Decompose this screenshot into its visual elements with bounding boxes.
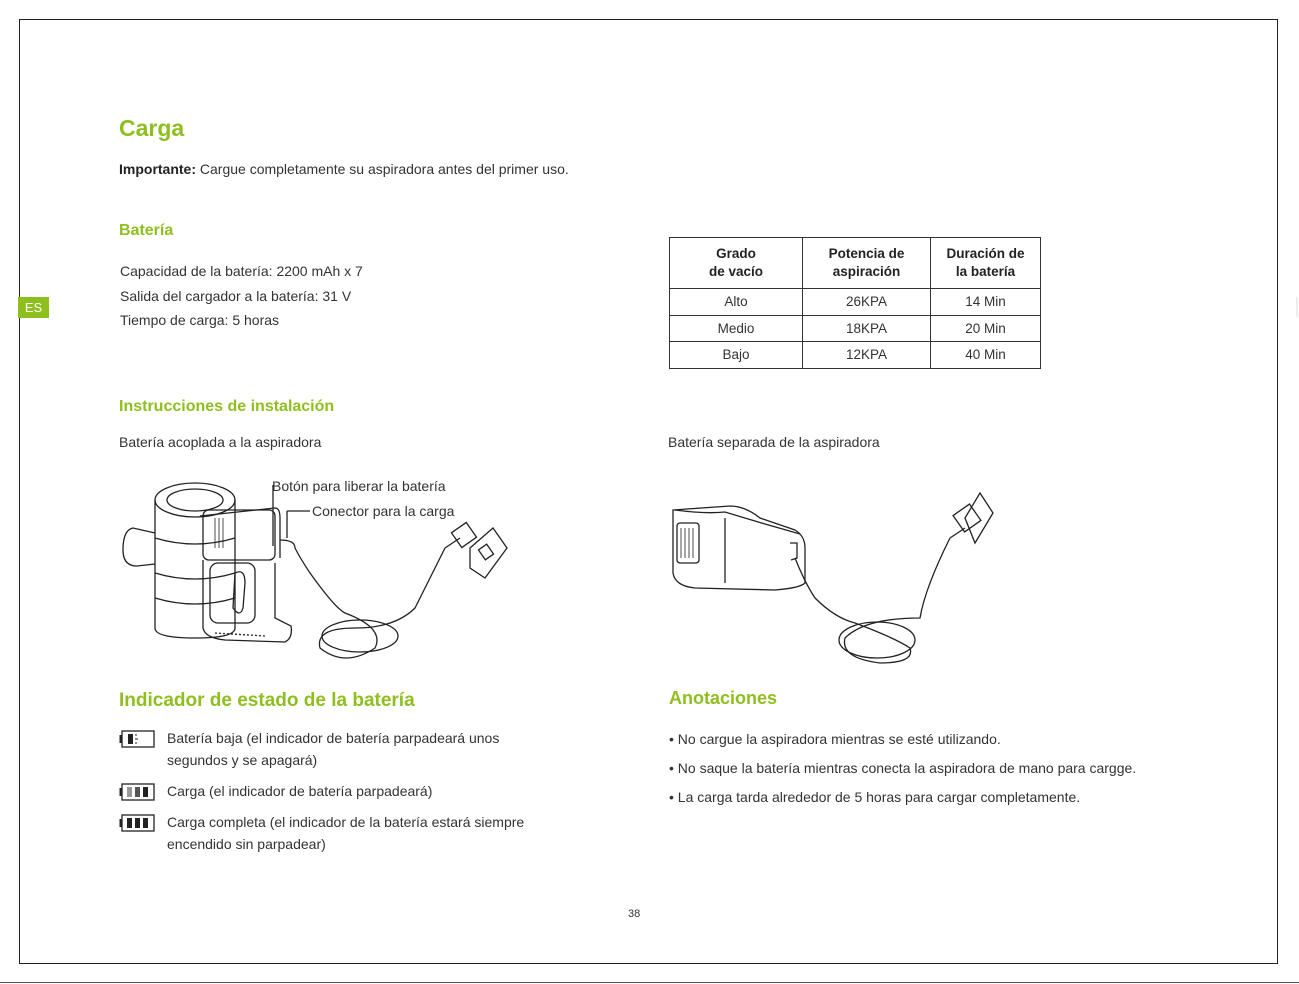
table-header: Grado de vacío [670, 238, 803, 289]
list-item: • La carga tarda alrededor de 5 horas para cargar completamente. [669, 789, 1081, 805]
table-cell: Alto [670, 289, 803, 316]
notes-heading: Anotaciones [669, 688, 778, 708]
table-cell: 26KPA [803, 289, 931, 316]
language-tab: ES [18, 297, 49, 318]
vacuum-attached-illustration [115, 478, 515, 668]
table-header: Duración de la batería [931, 238, 1041, 289]
important-note [119, 161, 569, 177]
notes-list [669, 729, 1136, 816]
battery-detached-illustration [665, 488, 1005, 668]
indicator-item-full [119, 811, 579, 857]
list-item: • No cargue la aspiradora mientras se esté utilizando. [669, 731, 1001, 747]
table-cell: 14 Min [931, 289, 1041, 316]
battery-specs [120, 259, 363, 333]
table-cell: Bajo [670, 342, 803, 369]
battery-charging-icon [119, 783, 155, 801]
table-row [670, 342, 1041, 369]
callout-charge-connector: Conector para la carga [312, 503, 455, 519]
battery-low-icon [119, 730, 155, 748]
table-row [670, 315, 1041, 342]
indicator-heading: Indicador de estado de la batería [119, 690, 415, 711]
detached-caption: Batería separada de la aspiradora [668, 434, 880, 450]
table-header-row [670, 238, 1041, 289]
table-cell: 20 Min [931, 315, 1041, 342]
table-header: Potencia de aspiración [803, 238, 931, 289]
edge-tab-marker [1296, 297, 1298, 317]
table-cell: 40 Min [931, 342, 1041, 369]
battery-full-icon [119, 814, 155, 832]
battery-heading: Batería [119, 222, 174, 239]
page-number: 38 [628, 908, 641, 920]
indicator-item-charging [119, 780, 579, 804]
spec-output: Salida del cargador a la batería: 31 V [120, 287, 352, 304]
indicator-text: Carga completa (el indicador de la batería estará siempre encendido sin parpadear) [167, 814, 525, 852]
page-title: Carga [119, 115, 185, 141]
installation-heading: Instrucciones de instalación [119, 398, 335, 415]
attached-caption: Batería acoplada a la aspiradora [119, 434, 322, 450]
spec-capacity: Capacidad de la batería: 2200 mAh x 7 [120, 263, 363, 279]
indicator-text: Carga (el indicador de batería parpadeará) [167, 783, 433, 799]
table-cell: Medio [670, 315, 803, 342]
indicator-text: Batería baja (el indicador de batería parpadeará unos segundos y se apagará) [167, 730, 500, 768]
callout-release-button: Botón para liberar la batería [272, 478, 446, 494]
indicator-item-low [119, 727, 579, 773]
spec-charge-time: Tiempo de carga: 5 horas [120, 312, 280, 328]
important-text: Cargue completamente su aspiradora antes del primer uso. [196, 161, 569, 177]
table-cell: 12KPA [803, 342, 931, 369]
suction-table [669, 237, 1041, 369]
list-item: • No saque la batería mientras conecta la aspiradora de mano para cargge. [669, 760, 1137, 776]
table-row [670, 289, 1041, 316]
important-label: Importante: [119, 161, 196, 177]
table-cell: 18KPA [803, 315, 931, 342]
bottom-rule [0, 982, 1299, 983]
